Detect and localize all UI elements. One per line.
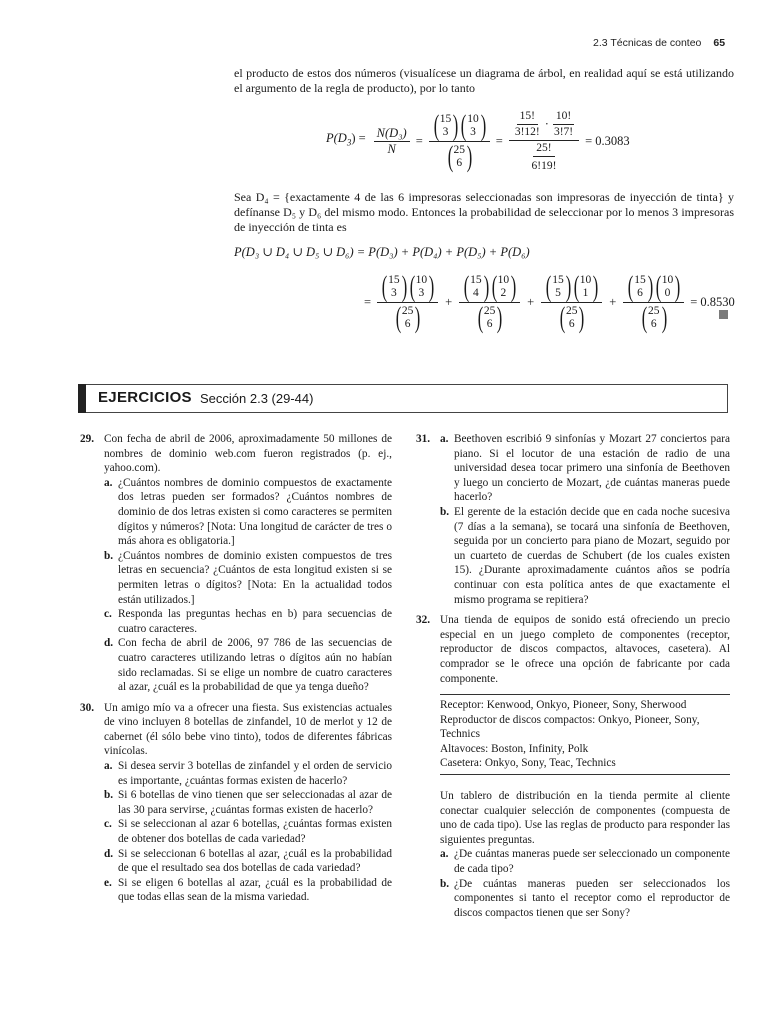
plus-sign: + bbox=[609, 294, 617, 309]
exercise-31b: b. El gerente de la estación decide que en cada noche sucesiva (7 días a la semana), se tocará una sinfonía de Beethoven, seguida por un concierto para piano de Mozart, seguido por un cuarteto de cuerdas de Schubert (de los cuales existen 15). ¿Durante aproximadamente cuántos años se podría continuar con esta política antes de que exactamente el mismo programa se repitiera? bbox=[440, 505, 730, 606]
eq1-equals-2: = bbox=[495, 133, 503, 148]
paragraph-d4: Sea D₄ = {exactamente 4 de las 6 impresoras seleccionadas son impresoras de inyección de tinta} y defínanse D₅ y D₆ del mismo modo. Entonces la probabilidad de seleccionar por lo menos 3 impresoras de inyección de tinta es bbox=[234, 190, 734, 235]
plus-sign: + bbox=[445, 294, 453, 309]
exercise-29a: a. ¿Cuántos nombres de dominio compuestos de exactamente dos letras pueden ser formados? ¿Cuántos nombres de dominio de dos letras existen si como caracteres se permiten dígitos y números? [Nota: Una longitud de carácter de tres o más ahora es obligatoria.] bbox=[104, 476, 392, 548]
exercise-30b: b. Si 6 botellas de vino tienen que ser seleccionadas al azar de las 30 para servirse, ¿cuántas formas existen de hacerlo? bbox=[104, 789, 392, 816]
binom-10-3: ( 10 3 ) bbox=[461, 108, 487, 142]
exercises-header bbox=[78, 384, 728, 413]
eq2-result: = 0.8530 bbox=[690, 294, 735, 309]
table-row: Reproductor de discos compactos: Onkyo, Pioneer, Sony, Technics bbox=[440, 713, 700, 741]
intro-paragraph: el producto de estos dos números (visualícese un diagrama de árbol, en realidad aquí se está utilizando el argumento de la regla de producto), por lo tanto bbox=[234, 66, 734, 96]
eq1-result: = 0.3083 bbox=[585, 133, 630, 148]
eq1-binomial-fraction bbox=[429, 108, 490, 173]
eq2-term-2: ( 15 4 ) ( 10 2 ) ( 25 6 ) bbox=[459, 272, 520, 333]
exercise-29: 29. Con fecha de abril de 2006, aproximadamente 50 millones de nombres de dominio web.com fueron registrados (p. ej., yahoo.com). a. ¿Cuántos nombres de dominio compuestos de exactamente dos letras pueden ser formados? ¿Cuántos nombres de dominio de dos letras existen si como caracteres se permiten dígitos y números? [Nota: Una longitud de carácter de tres o más ahora es obligatoria.] b. ¿Cuántos nombres de dominio existen compuestos de tres letras en secuencia? ¿Cuántos de esta longitud existen si se permiten letras o dígitos? [Nota: En la actualidad todos están utilizados.] c. Responda las preguntas hechas en b) para secuencias de cuatro caracteres. d. Con fecha de abril de 2006, 97 786 de las secuencias de cuatro caracteres utilizando letras o dígitos aún no habían sido reclamadas. Si se elige un nombre de cuatro caracteres al azar, ¿cuál es la probabilidad de que ya tenga dueño? bbox=[80, 433, 392, 694]
exercise-31a: a. Beethoven escribió 9 sinfonías y Mozart 27 conciertos para piano. Si el locutor de una estación de radio de una universidad desea tocar primero una sinfonía de Beethoven y luego un concierto de Mozart, ¿de cuántas maneras puede hacerlo? bbox=[440, 433, 730, 504]
exercise-32-continued: Un tablero de distribución en la tienda permite al cliente conectar cualquier selección de componentes (compuesta de uno de cada tipo). Use las reglas de producto para responder las siguientes preguntas. a. ¿De cuántas maneras puede ser seleccionado un componente de cada tipo? b. ¿De cuántas maneras pueden ser seleccionados los componentes si tanto el receptor como el reproductor de discos compactos tienen que ser Sony? bbox=[440, 790, 730, 919]
table-row: Receptor: Kenwood, Onkyo, Pioneer, Sony, Sherwood bbox=[440, 699, 687, 712]
eq1-factorial-fraction: $\frac{15!}{3!12!}$ · $\frac{10!}{3!7!}$ $\frac{25!}{6!19!}$ bbox=[509, 109, 579, 174]
exercise-30c: c. Si se seleccionan al azar 6 botellas, ¿cuántas formas existen de obtener dos botellas de cada variedad? bbox=[104, 818, 392, 846]
end-of-proof-square-icon bbox=[719, 310, 728, 319]
exercise-30d: d. Si se seleccionan 6 botellas al azar, ¿cuál es la probabilidad de que el resultado sea dos botellas de cada variedad? bbox=[104, 847, 392, 875]
exercise-30e: e. Si se eligen 6 botellas al azar, ¿cuál es la probabilidad de que todas ellas sean de la misma variedad. bbox=[104, 876, 392, 904]
exercise-30: 30. Un amigo mío va a ofrecer una fiesta. Sus existencias actuales de vino incluyen 8 botellas de zinfandel, 10 de merlot y 12 de cabernet (él sólo bebe vino tinto), todos de diferentes fábricas vinícolas. a. Si desea servir 3 botellas de zinfandel y el orden de servicio es importante, ¿cuántas formas existen de hacerlo? b. Si 6 botellas de vino tienen que ser seleccionadas al azar de las 30 para servirse, ¿cuántas formas existen de hacerlo? c. Si se seleccionan al azar 6 botellas, ¿cuántas formas existen de obtener dos botellas de cada variedad? d. Si se seleccionan 6 botellas al azar, ¿cuál es la probabilidad de que el resultado sea dos botellas de cada variedad? e. Si se eligen 6 botellas al azar, ¿cuál es la probabilidad de que todas ellas sean de la misma variedad. bbox=[80, 701, 392, 904]
eq2-line1: P(D₃ ∪ D₄ ∪ D₅ ∪ D₆) = P(D₃) + P(D₄) + P(D₅) + P(D₆) bbox=[234, 245, 530, 259]
eq1-lhs: $P(D_3)$ = bbox=[326, 131, 366, 148]
exercise-31: 31. a. Beethoven escribió 9 sinfonías y Mozart 27 conciertos para piano. Si el locutor de una estación de radio de una universidad desea tocar primero una sinfonía de Beethoven y luego un concierto de Mozart, ¿de cuántas maneras puede hacerlo? b. El gerente de la estación decide que en cada noche sucesiva (7 días a la semana), se tocará una sinfonía de Beethoven, seguida por un concierto para piano de Mozart, seguido por un cuarteto de cuerdas de Schubert (de los cuales existen 15). ¿Durante aproximadamente cuántos años se podría continuar con esta política antes de que exactamente el mismo programa se repitiera? bbox=[416, 433, 730, 606]
equation-pd3 bbox=[326, 104, 630, 178]
header-tab-marker bbox=[78, 384, 86, 413]
table-row: Altavoces: Boston, Infinity, Polk bbox=[440, 742, 589, 755]
page-number: 65 bbox=[713, 37, 726, 49]
exercise-29d: d. Con fecha de abril de 2006, 97 786 de las secuencias de cuatro caracteres utilizando letras o dígitos aún no habían sido reclamadas. Si se elige un nombre de cuatro caracteres al azar, ¿cuál es la probabilidad de que ya tenga dueño? bbox=[104, 637, 392, 694]
exercise-32b: b. ¿De cuántas maneras pueden ser seleccionados los componentes si tanto el receptor como el reproductor de discos compactos tienen que ser Sony? bbox=[440, 877, 730, 919]
component-table bbox=[440, 694, 730, 775]
exercise-29b: b. ¿Cuántos nombres de dominio existen compuestos de tres letras en secuencia? ¿Cuántos de esta longitud existen si se permiten letras o dígitos? [Nota: En la actualidad todos están utilizados.] bbox=[104, 549, 392, 606]
exercises-subtitle: Sección 2.3 (29-44) bbox=[200, 391, 314, 406]
equation-union-sum bbox=[364, 265, 735, 339]
binom-15-3: ( 15 3 ) bbox=[433, 108, 459, 142]
eq2-equals: = bbox=[364, 294, 372, 309]
plus-sign: + bbox=[527, 294, 535, 309]
exercise-29c: c. Responda las preguntas hechas en b) para secuencias de cuatro caracteres. bbox=[104, 608, 392, 635]
binom-25-6: ( 25 6 ) bbox=[447, 139, 473, 173]
eq1-equals: = bbox=[415, 133, 423, 148]
running-header bbox=[593, 36, 725, 51]
table-row: Casetera: Onkyo, Sony, Teac, Technics bbox=[440, 757, 616, 770]
section-title: 2.3 Técnicas de conteo bbox=[593, 37, 702, 49]
left-column bbox=[80, 432, 392, 905]
eq2-term-3: ( 15 5 ) ( 10 1 ) ( 25 6 ) bbox=[541, 272, 602, 333]
eq2-term-1: ( 15 3 ) ( 10 3 ) ( 25 6 ) bbox=[377, 272, 438, 333]
eq2-term-4: ( 15 6 ) ( 10 0 ) ( 25 6 ) bbox=[623, 272, 684, 333]
exercise-30a: a. Si desea servir 3 botellas de zinfandel y el orden de servicio es importante, ¿cuántas formas existen de hacerlo? bbox=[104, 760, 392, 787]
exercise-32: 32. Una tienda de equipos de sonido está ofreciendo un precio especial en un juego completo de componentes (receptor, reproductor de discos compactos, altavoces, casetera). Al comprador se le ofrece una opción de fabricante por cada componente. bbox=[416, 614, 730, 685]
right-column bbox=[416, 432, 730, 920]
exercises-title: EJERCICIOS bbox=[98, 389, 192, 406]
eq1-fraction-n: $\frac{\text{N(D₃)}}{N}$ bbox=[374, 126, 410, 157]
exercise-32a: a. ¿De cuántas maneras puede ser seleccionado un componente de cada tipo? bbox=[440, 848, 730, 876]
